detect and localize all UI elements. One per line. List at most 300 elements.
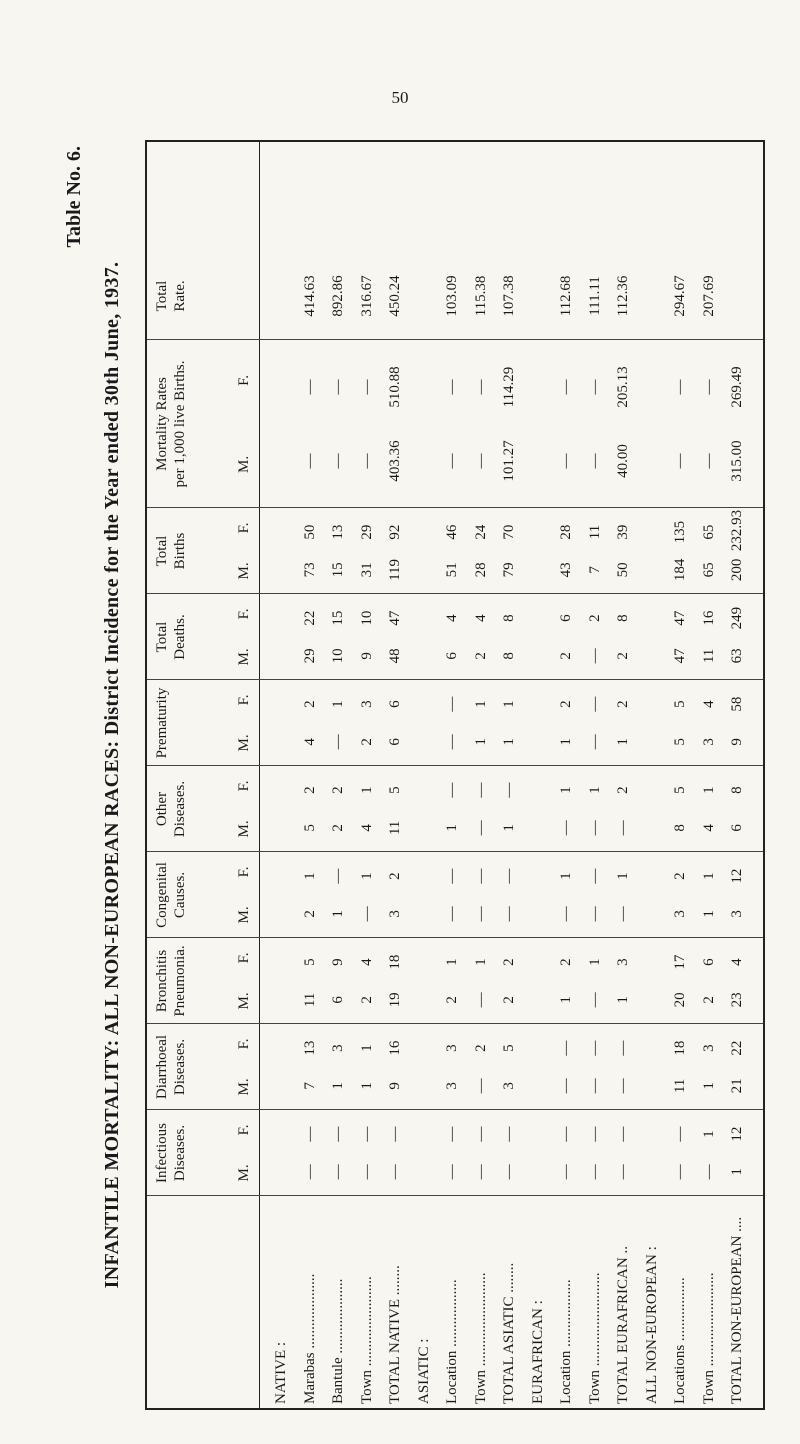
table-cell: 112.36 — [615, 275, 631, 317]
table-cell: — — [330, 379, 346, 395]
table-cell: 6 — [387, 700, 403, 708]
table-cell: 9 — [387, 1082, 403, 1090]
table-cell: — — [444, 1164, 460, 1180]
table-cell: 7 — [586, 566, 603, 574]
table-cell: — — [501, 868, 517, 884]
table-cell: — — [615, 1040, 631, 1056]
section-heading-row — [412, 142, 436, 1408]
table-cell: 1 — [472, 700, 489, 708]
table-cell: — — [615, 1078, 631, 1094]
table-cell: 111.11 — [586, 276, 603, 316]
table-cell: 8 — [729, 786, 745, 794]
column-divider — [147, 339, 763, 340]
table-cell: — — [615, 906, 631, 922]
table-cell: 101.27 — [501, 440, 517, 482]
header-group-4 — [147, 766, 259, 852]
table-cell: 2 — [615, 700, 631, 708]
table-cell: 3 — [444, 1044, 460, 1052]
row-label: TOTAL NON-EUROPEAN .... — [729, 1216, 745, 1404]
table-cell: 2 — [472, 1044, 489, 1052]
table-cell: 3 — [330, 1044, 346, 1052]
header-group-label: Other — [154, 791, 170, 827]
header-subcolumns — [235, 340, 253, 508]
table-cell: — — [444, 379, 460, 395]
table-cell: 135 — [672, 520, 688, 544]
table-cell: — — [472, 1078, 489, 1094]
table-cell: 205.13 — [615, 366, 631, 408]
table-cell: 3 — [358, 700, 375, 708]
header-group-label: Pneumonia. — [172, 945, 188, 1017]
table-cell: 3 — [615, 958, 631, 966]
header-group-label: Congenital — [154, 862, 170, 928]
header-group-label: Prematurity — [154, 687, 170, 759]
table-cell: 3 — [672, 910, 688, 918]
row-label: Locations ................. — [672, 1277, 688, 1404]
table-cell: 1 — [558, 738, 574, 746]
table-cell: 9 — [358, 652, 375, 660]
header-sub-label: F. — [236, 866, 252, 878]
table-cell: 29 — [358, 524, 375, 540]
table-cell: — — [301, 1126, 318, 1142]
table-cell: 15 — [330, 562, 346, 578]
header-sub-label: F. — [236, 1038, 252, 1050]
column-divider — [147, 593, 763, 594]
header-group-label: Total — [154, 280, 170, 312]
table-cell: 70 — [501, 524, 517, 540]
header-sub-label: F. — [236, 608, 252, 620]
table-row — [554, 142, 578, 1408]
table-cell: 2 — [700, 996, 717, 1004]
column-divider — [147, 765, 763, 766]
table-cell: 16 — [700, 610, 717, 626]
table-cell: 19 — [387, 992, 403, 1008]
table-cell: — — [672, 453, 688, 469]
row-label: NATIVE : — [273, 1341, 289, 1404]
table-cell: 207.69 — [700, 275, 717, 317]
section-heading-row — [640, 142, 664, 1408]
table-cell: — — [472, 782, 489, 798]
table-row — [469, 142, 493, 1408]
header-sub-label: M. — [236, 906, 252, 924]
total-row — [611, 142, 635, 1408]
column-divider — [147, 937, 763, 938]
section-heading-row — [269, 142, 293, 1408]
row-label: Location .................. — [444, 1279, 460, 1404]
table-cell: 65 — [700, 562, 717, 578]
table-cell: — — [472, 1126, 489, 1142]
header-sub-label: M. — [236, 734, 252, 752]
header-group-1 — [147, 1024, 259, 1110]
table-cell: 1 — [330, 700, 346, 708]
table-cell: 414.63 — [301, 275, 318, 317]
table-cell: 5 — [672, 700, 688, 708]
header-sub-label: M. — [236, 1164, 252, 1182]
header-group-8 — [147, 340, 259, 508]
table-cell: 112.68 — [558, 275, 574, 317]
table-cell: 2 — [615, 786, 631, 794]
table-cell: — — [444, 734, 460, 750]
table-cell: 3 — [501, 1082, 517, 1090]
table-cell: 9 — [330, 958, 346, 966]
header-group-label: Rate. — [172, 280, 188, 312]
table-cell: 1 — [700, 872, 717, 880]
table-cell: — — [586, 734, 603, 750]
table-cell: — — [558, 1040, 574, 1056]
table-cell: 8 — [501, 614, 517, 622]
table-cell: — — [615, 820, 631, 836]
table-row — [298, 142, 322, 1408]
table-cell: — — [330, 453, 346, 469]
table-cell: — — [586, 1126, 603, 1142]
table-cell: 2 — [501, 958, 517, 966]
header-group-label: Infectious — [154, 1123, 170, 1183]
table-cell: 1 — [700, 910, 717, 918]
table-cell: 3 — [700, 738, 717, 746]
table-cell: — — [586, 696, 603, 712]
table-cell: — — [586, 453, 603, 469]
table-cell: 65 — [700, 524, 717, 540]
table-cell: 39 — [615, 524, 631, 540]
table-cell: — — [501, 906, 517, 922]
table-cell: — — [586, 906, 603, 922]
table-cell: 8 — [501, 652, 517, 660]
header-group-6 — [147, 594, 259, 680]
row-label: Town ........................ — [358, 1276, 375, 1404]
mortality-table — [145, 140, 765, 1410]
section-heading-row — [526, 142, 550, 1408]
row-label: Town ......................... — [472, 1272, 489, 1404]
table-cell: — — [586, 1078, 603, 1094]
header-sub-label: M. — [236, 992, 252, 1010]
table-title: INFANTILE MORTALITY: ALL NON-EUROPEAN RACES: District Incidence for the Year ended 30th June, 1937. — [101, 261, 123, 1289]
table-cell: — — [558, 453, 574, 469]
table-cell: 20 — [672, 992, 688, 1008]
table-cell: — — [472, 379, 489, 395]
header-group-label: Diseases. — [172, 1038, 188, 1096]
table-cell: 269.49 — [729, 366, 745, 408]
header-group-0 — [147, 1110, 259, 1196]
table-cell: 47 — [672, 610, 688, 626]
table-cell: 12 — [729, 868, 745, 884]
header-group-label: Diseases. — [172, 1124, 188, 1182]
header-sub-label: M. — [236, 648, 252, 666]
table-cell: 1 — [358, 1044, 375, 1052]
header-subcolumns — [235, 1024, 253, 1110]
column-divider — [147, 1109, 763, 1110]
rotated-page-content — [63, 140, 765, 1410]
table-cell: 3 — [387, 910, 403, 918]
table-cell: 184 — [672, 558, 688, 582]
row-label: Location .................. — [558, 1279, 574, 1404]
table-cell: 1 — [615, 872, 631, 880]
table-cell: — — [501, 1164, 517, 1180]
row-label: ASIATIC : — [415, 1338, 432, 1404]
table-cell: — — [586, 868, 603, 884]
table-cell: 1 — [444, 958, 460, 966]
table-cell: 2 — [558, 958, 574, 966]
table-cell: — — [444, 868, 460, 884]
table-cell: 2 — [472, 652, 489, 660]
table-cell: — — [444, 1126, 460, 1142]
table-cell: 6 — [700, 958, 717, 966]
table-cell: — — [472, 868, 489, 884]
table-cell: 3 — [729, 910, 745, 918]
header-subcolumns — [235, 680, 253, 766]
table-cell: 21 — [729, 1078, 745, 1094]
table-cell: 11 — [301, 992, 318, 1008]
table-row — [440, 142, 464, 1408]
table-cell: — — [672, 1126, 688, 1142]
table-cell: 51 — [444, 562, 460, 578]
header-group-label: Total — [154, 535, 170, 567]
table-cell: 28 — [472, 562, 489, 578]
table-cell: — — [501, 1126, 517, 1142]
table-cell: — — [700, 379, 717, 395]
table-cell: 5 — [301, 958, 318, 966]
header-group-label: Bronchitis — [154, 949, 170, 1013]
header-sub-label: M. — [236, 1078, 252, 1096]
table-cell: 1 — [358, 872, 375, 880]
header-group-label: Total — [154, 621, 170, 653]
header-group-label: Diarrhoeal — [154, 1034, 170, 1100]
table-cell: 1 — [615, 996, 631, 1004]
table-cell: 294.67 — [672, 275, 688, 317]
table-cell: 119 — [387, 558, 403, 581]
table-cell: 1 — [558, 786, 574, 794]
table-cell: 63 — [729, 648, 745, 664]
table-cell: 1 — [700, 1082, 717, 1090]
table-cell: 48 — [387, 648, 403, 664]
header-group-5 — [147, 680, 259, 766]
header-subcolumns — [235, 508, 253, 594]
row-label: TOTAL NATIVE ........ — [387, 1265, 403, 1404]
table-cell: — — [358, 1164, 375, 1180]
table-cell: — — [358, 379, 375, 395]
table-cell: 2 — [672, 872, 688, 880]
table-cell: 47 — [672, 648, 688, 664]
table-row — [668, 142, 692, 1408]
table-cell: 1 — [358, 1082, 375, 1090]
column-divider — [147, 1195, 763, 1196]
header-group-label: Births — [172, 532, 188, 570]
table-cell: 18 — [387, 954, 403, 970]
row-label: Bantule .................... — [330, 1278, 346, 1404]
table-cell: 6 — [387, 738, 403, 746]
table-cell: 11 — [700, 648, 717, 664]
total-row — [497, 142, 521, 1408]
table-cell: — — [586, 820, 603, 836]
header-subcolumns — [235, 594, 253, 680]
table-cell: — — [301, 453, 318, 469]
table-cell: 6 — [444, 652, 460, 660]
table-cell: — — [358, 453, 375, 469]
table-cell: — — [472, 906, 489, 922]
table-cell: — — [672, 1164, 688, 1180]
header-sub-label: F. — [236, 780, 252, 792]
table-cell: 1 — [586, 958, 603, 966]
table-cell: 6 — [330, 996, 346, 1004]
table-cell: 3 — [700, 1044, 717, 1052]
table-cell: 4 — [729, 958, 745, 966]
table-cell: — — [330, 868, 346, 884]
table-cell: 5 — [501, 1044, 517, 1052]
total-row — [383, 142, 407, 1408]
table-cell: — — [330, 1164, 346, 1180]
row-label: EURAFRICAN : — [529, 1300, 546, 1404]
table-cell: 2 — [301, 786, 318, 794]
table-cell: 79 — [501, 562, 517, 578]
header-sub-label: F. — [236, 1124, 252, 1136]
table-cell: — — [387, 1126, 403, 1142]
table-cell: 31 — [358, 562, 375, 578]
header-sub-label: F. — [236, 694, 252, 706]
table-cell: 4 — [358, 824, 375, 832]
row-label: TOTAL EURAFRICAN .. — [615, 1246, 631, 1404]
table-cell: — — [586, 992, 603, 1008]
table-cell: 1 — [615, 738, 631, 746]
table-cell: 40.00 — [615, 444, 631, 478]
table-cell: 1 — [472, 958, 489, 966]
table-row — [583, 142, 607, 1408]
table-cell: 5 — [672, 738, 688, 746]
header-group-label: Deaths. — [172, 614, 188, 660]
table-cell: — — [586, 648, 603, 664]
table-cell: 232.93 — [729, 509, 745, 552]
table-cell: 1 — [501, 824, 517, 832]
table-cell: 2 — [358, 738, 375, 746]
header-subcolumns — [235, 766, 253, 852]
table-cell: 43 — [558, 562, 574, 578]
table-cell: 24 — [472, 524, 489, 540]
table-cell: 11 — [586, 524, 603, 540]
table-cell: 17 — [672, 954, 688, 970]
column-divider — [147, 1023, 763, 1024]
table-cell: 92 — [387, 524, 403, 540]
column-divider — [147, 507, 763, 508]
table-cell: 2 — [558, 652, 574, 660]
table-cell: — — [444, 782, 460, 798]
table-cell: 2 — [358, 996, 375, 1004]
table-cell: 1 — [700, 786, 717, 794]
table-number: Table No. 6. — [63, 146, 85, 248]
header-group-2 — [147, 938, 259, 1024]
row-label: ALL NON-EUROPEAN : — [643, 1246, 660, 1404]
table-cell: — — [501, 782, 517, 798]
table-cell: 1 — [558, 996, 574, 1004]
table-cell: 1 — [700, 1130, 717, 1138]
header-group-label: Diseases. — [172, 780, 188, 838]
table-cell: — — [444, 696, 460, 712]
table-cell: — — [558, 820, 574, 836]
table-cell: 114.29 — [501, 366, 517, 408]
table-cell: 22 — [729, 1040, 745, 1056]
table-cell: 4 — [301, 738, 318, 746]
table-cell: 10 — [330, 648, 346, 664]
table-cell: 892.86 — [330, 275, 346, 317]
table-cell: — — [558, 906, 574, 922]
table-cell: 4 — [700, 700, 717, 708]
table-cell: 13 — [301, 1040, 318, 1056]
row-label: TOTAL ASIATIC ........ — [501, 1262, 517, 1404]
table-cell: 8 — [615, 614, 631, 622]
table-cell: 11 — [387, 820, 403, 836]
table-cell: 29 — [301, 648, 318, 664]
table-cell: 2 — [444, 996, 460, 1004]
table-cell: 10 — [358, 610, 375, 626]
table-cell: — — [700, 453, 717, 469]
table-cell: 1 — [330, 1082, 346, 1090]
table-cell: — — [444, 453, 460, 469]
table-cell: 8 — [672, 824, 688, 832]
table-cell: 2 — [387, 872, 403, 880]
table-cell: — — [301, 1164, 318, 1180]
table-cell: 12 — [729, 1126, 745, 1142]
table-cell: — — [615, 1126, 631, 1142]
header-sub-label: M. — [236, 820, 252, 838]
header-subcolumns — [235, 852, 253, 938]
table-cell: 4 — [472, 614, 489, 622]
table-cell: 200 — [729, 558, 745, 582]
table-cell: 6 — [729, 824, 745, 832]
table-cell: 1 — [558, 872, 574, 880]
table-cell: 15 — [330, 610, 346, 626]
table-cell: — — [444, 906, 460, 922]
table-cell: 5 — [387, 786, 403, 794]
table-cell: 5 — [301, 824, 318, 832]
table-cell: 6 — [558, 614, 574, 622]
header-subcolumns — [235, 1110, 253, 1196]
header-group-label: Mortality Rates — [154, 377, 170, 471]
table-cell: — — [330, 734, 346, 750]
table-cell: 4 — [444, 614, 460, 622]
header-subcolumns — [235, 938, 253, 1024]
table-cell: 316.67 — [358, 275, 375, 317]
table-cell: 2 — [330, 824, 346, 832]
header-group-3 — [147, 852, 259, 938]
table-cell: — — [700, 1164, 717, 1180]
table-cell: 28 — [558, 524, 574, 540]
table-cell: 4 — [700, 824, 717, 832]
table-header — [147, 142, 260, 1408]
table-cell: 5 — [672, 786, 688, 794]
table-cell: — — [672, 379, 688, 395]
header-group-label: Causes. — [172, 871, 188, 919]
table-cell: 4 — [358, 958, 375, 966]
table-cell: 249 — [729, 606, 745, 630]
row-label: Marabas .................... — [301, 1273, 318, 1404]
table-cell: 50 — [615, 562, 631, 578]
table-cell: 11 — [672, 1078, 688, 1094]
table-cell: 1 — [586, 786, 603, 794]
table-cell: 2 — [330, 786, 346, 794]
header-sub-label: F. — [236, 952, 252, 964]
table-cell: 1 — [729, 1168, 745, 1176]
table-cell: 9 — [729, 738, 745, 746]
header-group-9 — [147, 252, 259, 340]
table-cell: 22 — [301, 610, 318, 626]
table-cell: — — [586, 1164, 603, 1180]
table-cell: — — [472, 453, 489, 469]
table-cell: 73 — [301, 562, 318, 578]
table-cell: 103.09 — [444, 275, 460, 317]
row-label: Town ......................... — [700, 1272, 717, 1404]
table-cell: 23 — [729, 992, 745, 1008]
header-sub-label: F. — [236, 522, 252, 534]
table-cell: 1 — [501, 700, 517, 708]
table-cell: 2 — [586, 614, 603, 622]
table-cell: 1 — [358, 786, 375, 794]
table-row — [355, 142, 379, 1408]
